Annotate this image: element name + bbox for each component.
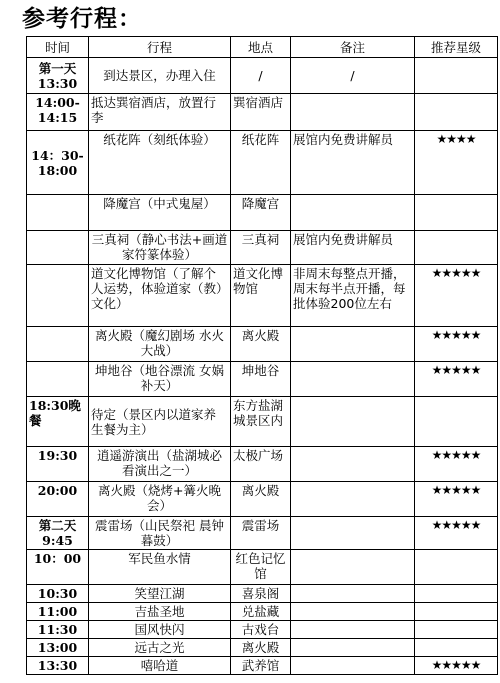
table-row bbox=[27, 482, 498, 517]
time-cell bbox=[27, 195, 89, 231]
header-place: 地点 bbox=[231, 37, 291, 58]
item-cell: 逍遥游演出（盐湖城必看演出之一） bbox=[89, 447, 231, 482]
header-row bbox=[27, 37, 498, 58]
time-cell: 18:30晚餐 bbox=[27, 397, 89, 447]
table-row bbox=[27, 639, 498, 657]
place-cell: 纸花阵 bbox=[231, 131, 291, 195]
place-cell: 道文化博物馆 bbox=[231, 265, 291, 327]
item-cell: 三真祠（静心书法+画道家符篆体验） bbox=[89, 231, 231, 265]
note-cell bbox=[291, 195, 415, 231]
table-row bbox=[27, 265, 498, 327]
stars-cell bbox=[415, 231, 498, 265]
stars-cell bbox=[415, 550, 498, 585]
stars-cell bbox=[415, 397, 498, 447]
place-cell: 太极广场 bbox=[231, 447, 291, 482]
stars-cell: ★★★★★ bbox=[415, 327, 498, 362]
note-cell bbox=[291, 657, 415, 675]
note-cell bbox=[291, 397, 415, 447]
place-cell: 坤地谷 bbox=[231, 362, 291, 397]
place-cell: 兑盐藏 bbox=[231, 603, 291, 621]
stars-cell bbox=[415, 603, 498, 621]
table-row bbox=[27, 603, 498, 621]
stars-cell: ★★★★★ bbox=[415, 657, 498, 675]
time-cell: 10:30 bbox=[27, 585, 89, 603]
note-cell: / bbox=[291, 58, 415, 94]
time-cell: 20:00 bbox=[27, 482, 89, 517]
table-row bbox=[27, 447, 498, 482]
item-cell: 远古之光 bbox=[89, 639, 231, 657]
note-cell: 非周末每整点开播，周末每半点开播，每批体验200位左右 bbox=[291, 265, 415, 327]
place-cell: 武养馆 bbox=[231, 657, 291, 675]
item-cell: 离火殿（魔幻剧场 水火大战） bbox=[89, 327, 231, 362]
place-cell: 离火殿 bbox=[231, 482, 291, 517]
note-cell: 展馆内免费讲解员 bbox=[291, 131, 415, 195]
note-cell bbox=[291, 482, 415, 517]
time-cell bbox=[27, 362, 89, 397]
place-cell: 红色记忆馆 bbox=[231, 550, 291, 585]
item-cell: 抵达巽宿酒店，放置行李 bbox=[89, 94, 231, 131]
stars-cell bbox=[415, 639, 498, 657]
time-cell: 13:00 bbox=[27, 639, 89, 657]
table-row bbox=[27, 517, 498, 550]
table-row bbox=[27, 657, 498, 675]
place-cell: 离火殿 bbox=[231, 639, 291, 657]
note-cell bbox=[291, 94, 415, 131]
stars-cell: ★★★★★ bbox=[415, 447, 498, 482]
item-cell: 震雷场（山民祭祀 晨钟暮鼓） bbox=[89, 517, 231, 550]
note-cell bbox=[291, 362, 415, 397]
place-cell: 离火殿 bbox=[231, 327, 291, 362]
table-row bbox=[27, 231, 498, 265]
item-cell: 嘻哈道 bbox=[89, 657, 231, 675]
table-row bbox=[27, 550, 498, 585]
time-cell: 第二天 9:45 bbox=[27, 517, 89, 550]
stars-cell bbox=[415, 621, 498, 639]
stars-cell: ★★★★★ bbox=[415, 517, 498, 550]
note-cell bbox=[291, 621, 415, 639]
table-row bbox=[27, 327, 498, 362]
item-cell: 纸花阵（刻纸体验） bbox=[89, 131, 231, 195]
item-cell: 道文化博物馆（了解个人运势，体验道家（教）文化） bbox=[89, 265, 231, 327]
item-cell: 吉盐圣地 bbox=[89, 603, 231, 621]
item-cell: 笑望江湖 bbox=[89, 585, 231, 603]
time-cell bbox=[27, 327, 89, 362]
table-row bbox=[27, 397, 498, 447]
time-cell: 19:30 bbox=[27, 447, 89, 482]
page-title: 参考行程： bbox=[22, 6, 142, 32]
item-cell: 待定（景区内以道家养生餐为主） bbox=[89, 397, 231, 447]
place-cell: 三真祠 bbox=[231, 231, 291, 265]
header-item: 行程 bbox=[89, 37, 231, 58]
time-cell: 11:30 bbox=[27, 621, 89, 639]
item-cell: 降魔宫（中式鬼屋） bbox=[89, 195, 231, 231]
note-cell bbox=[291, 603, 415, 621]
place-cell: 东方盐湖城景区内 bbox=[231, 397, 291, 447]
stars-cell bbox=[415, 585, 498, 603]
time-cell bbox=[27, 231, 89, 265]
item-cell: 国风快闪 bbox=[89, 621, 231, 639]
time-cell: 11:00 bbox=[27, 603, 89, 621]
table-row bbox=[27, 362, 498, 397]
note-cell bbox=[291, 517, 415, 550]
item-cell: 离火殿（烧烤+篝火晚会） bbox=[89, 482, 231, 517]
table-row bbox=[27, 585, 498, 603]
note-cell bbox=[291, 447, 415, 482]
place-cell: / bbox=[231, 58, 291, 94]
stars-cell bbox=[415, 195, 498, 231]
note-cell bbox=[291, 585, 415, 603]
place-cell: 巽宿酒店 bbox=[231, 94, 291, 131]
stars-cell: ★★★★ bbox=[415, 131, 498, 195]
table-row bbox=[27, 58, 498, 94]
note-cell bbox=[291, 639, 415, 657]
note-cell bbox=[291, 327, 415, 362]
header-stars: 推荐星级 bbox=[415, 37, 498, 58]
item-cell: 到达景区，办理入住 bbox=[89, 58, 231, 94]
item-cell: 坤地谷（地谷漂流 女娲补天） bbox=[89, 362, 231, 397]
time-cell: 13:30 bbox=[27, 657, 89, 675]
header-note: 备注 bbox=[291, 37, 415, 58]
place-cell: 震雷场 bbox=[231, 517, 291, 550]
stars-cell bbox=[415, 94, 498, 131]
header-time: 时间 bbox=[27, 37, 89, 58]
stars-cell bbox=[415, 58, 498, 94]
time-cell: 14:00- 14:15 bbox=[27, 94, 89, 131]
table-row bbox=[27, 195, 498, 231]
place-cell: 降魔宫 bbox=[231, 195, 291, 231]
place-cell: 喜泉阁 bbox=[231, 585, 291, 603]
itinerary-table bbox=[26, 36, 498, 675]
table-row bbox=[27, 621, 498, 639]
time-cell bbox=[27, 265, 89, 327]
item-cell: 军民鱼水情 bbox=[89, 550, 231, 585]
time-cell: 第一天 13:30 bbox=[27, 58, 89, 94]
note-cell: 展馆内免费讲解员 bbox=[291, 231, 415, 265]
note-cell bbox=[291, 550, 415, 585]
time-cell: 14：30- 18:00 bbox=[27, 131, 89, 195]
table-row bbox=[27, 94, 498, 131]
stars-cell: ★★★★★ bbox=[415, 362, 498, 397]
time-cell: 10：00 bbox=[27, 550, 89, 585]
table-row bbox=[27, 131, 498, 195]
stars-cell: ★★★★★ bbox=[415, 482, 498, 517]
stars-cell: ★★★★★ bbox=[415, 265, 498, 327]
place-cell: 古戏台 bbox=[231, 621, 291, 639]
